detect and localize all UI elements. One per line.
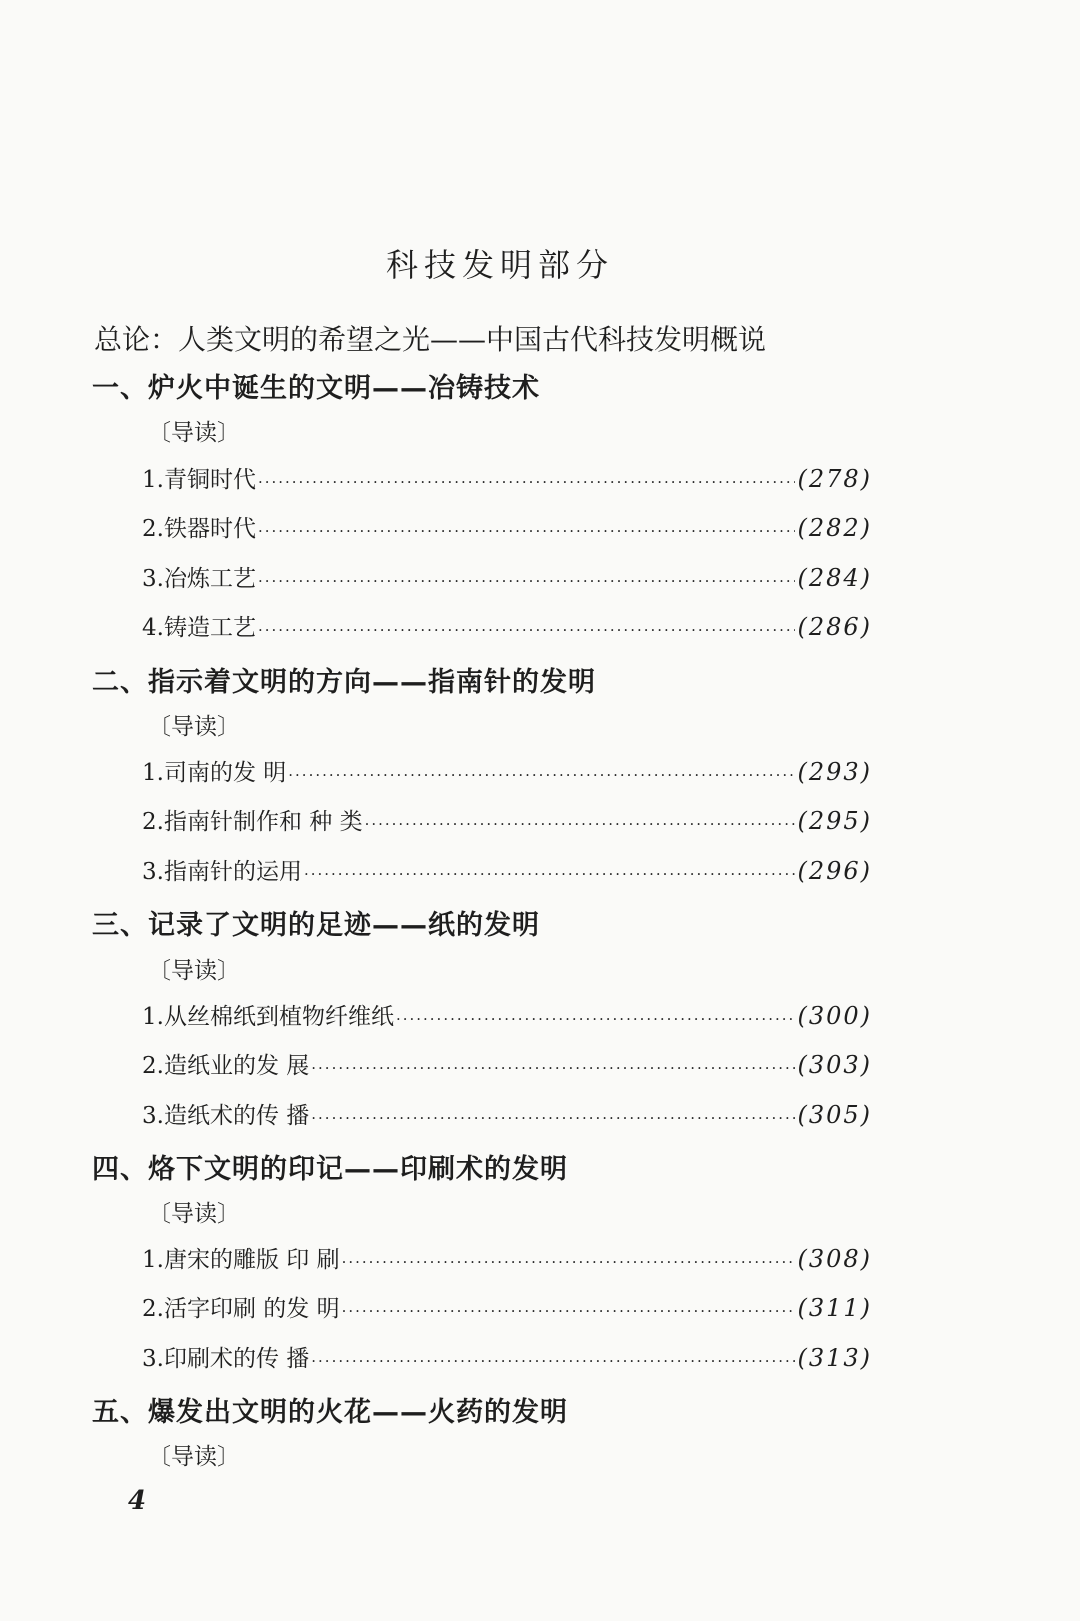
toc-entry-page: (300) <box>797 1002 872 1030</box>
toc-entry-page: (313) <box>797 1344 872 1372</box>
dot-leader <box>258 572 796 590</box>
chapter-5-title: 五、爆发出文明的火花——火药的发明 <box>92 1397 568 1428</box>
toc-entry-label: 1.青铜时代 <box>142 467 256 493</box>
toc-entry <box>142 1290 872 1323</box>
toc-entry <box>142 803 872 836</box>
toc-entry-label: 4.铸造工艺 <box>142 615 256 641</box>
chapter-5-guide: 〔导读〕 <box>148 1444 240 1470</box>
toc-entry-page: (305) <box>797 1101 872 1129</box>
toc-entry <box>142 1340 872 1373</box>
toc-entry-label: 3.指南针的运用 <box>142 859 302 885</box>
toc-entry <box>142 461 872 494</box>
chapter-2-guide: 〔导读〕 <box>148 714 240 740</box>
dot-leader <box>258 621 796 639</box>
toc-entry-label: 1.从丝棉纸到植物纤维纸 <box>142 1004 394 1030</box>
toc-entry <box>142 1241 872 1274</box>
toc-entry-page: (295) <box>797 807 872 835</box>
chapter-3-title: 三、记录了文明的足迹——纸的发明 <box>92 910 540 941</box>
dot-leader <box>258 522 796 540</box>
toc-entry-label: 2.铁器时代 <box>142 516 256 542</box>
toc-entry-label: 3.造纸术的传 播 <box>142 1103 310 1129</box>
toc-entry-page: (286) <box>797 613 872 641</box>
overview-heading: 总论：人类文明的希望之光——中国古代科技发明概说 <box>94 323 767 356</box>
toc-entry-page: (308) <box>797 1245 872 1273</box>
toc-entry-page: (311) <box>797 1294 872 1322</box>
toc-entry-page: (278) <box>797 465 872 493</box>
toc-entry-label: 2.活字印刷 的发 明 <box>142 1296 340 1322</box>
toc-entry-label: 3.冶炼工艺 <box>142 566 256 592</box>
toc-entry <box>142 853 872 886</box>
chapter-1-title: 一、炉火中诞生的文明——冶铸技术 <box>92 373 540 404</box>
toc-entry-page: (282) <box>797 514 872 542</box>
toc-entry <box>142 510 872 543</box>
toc-entry-label: 3.印刷术的传 播 <box>142 1346 310 1372</box>
toc-entry-label: 2.指南针制作和 种 类 <box>142 809 363 835</box>
dot-leader <box>311 1352 795 1370</box>
dot-leader <box>342 1302 796 1320</box>
dot-leader <box>396 1010 796 1028</box>
part-title: 科技发明部分 <box>385 246 614 284</box>
toc-entry <box>142 998 872 1031</box>
page-number: 4 <box>128 1486 147 1516</box>
toc-entry-page: (296) <box>797 857 872 885</box>
toc-entry-label: 1.司南的发 明 <box>142 760 287 786</box>
toc-entry-label: 2.造纸业的发 展 <box>142 1053 310 1079</box>
toc-entry-page: (293) <box>797 758 872 786</box>
dot-leader <box>288 766 795 784</box>
dot-leader <box>311 1059 795 1077</box>
toc-entry-page: (303) <box>797 1051 872 1079</box>
chapter-3-guide: 〔导读〕 <box>148 958 240 984</box>
toc-entry <box>142 1047 872 1080</box>
chapter-2-title: 二、指示着文明的方向——指南针的发明 <box>92 667 596 698</box>
toc-entry <box>142 609 872 642</box>
toc-entry <box>142 560 872 593</box>
dot-leader <box>311 1109 795 1127</box>
chapter-4-guide: 〔导读〕 <box>148 1201 240 1227</box>
toc-entry <box>142 754 872 787</box>
toc-entry-page: (284) <box>797 564 872 592</box>
chapter-1-guide: 〔导读〕 <box>148 420 240 446</box>
dot-leader <box>365 815 796 833</box>
dot-leader <box>258 473 796 491</box>
toc-entry <box>142 1097 872 1130</box>
dot-leader <box>342 1253 796 1271</box>
chapter-4-title: 四、烙下文明的印记——印刷术的发明 <box>92 1154 568 1185</box>
dot-leader <box>304 865 796 883</box>
toc-entry-label: 1.唐宋的雕版 印 刷 <box>142 1247 340 1273</box>
